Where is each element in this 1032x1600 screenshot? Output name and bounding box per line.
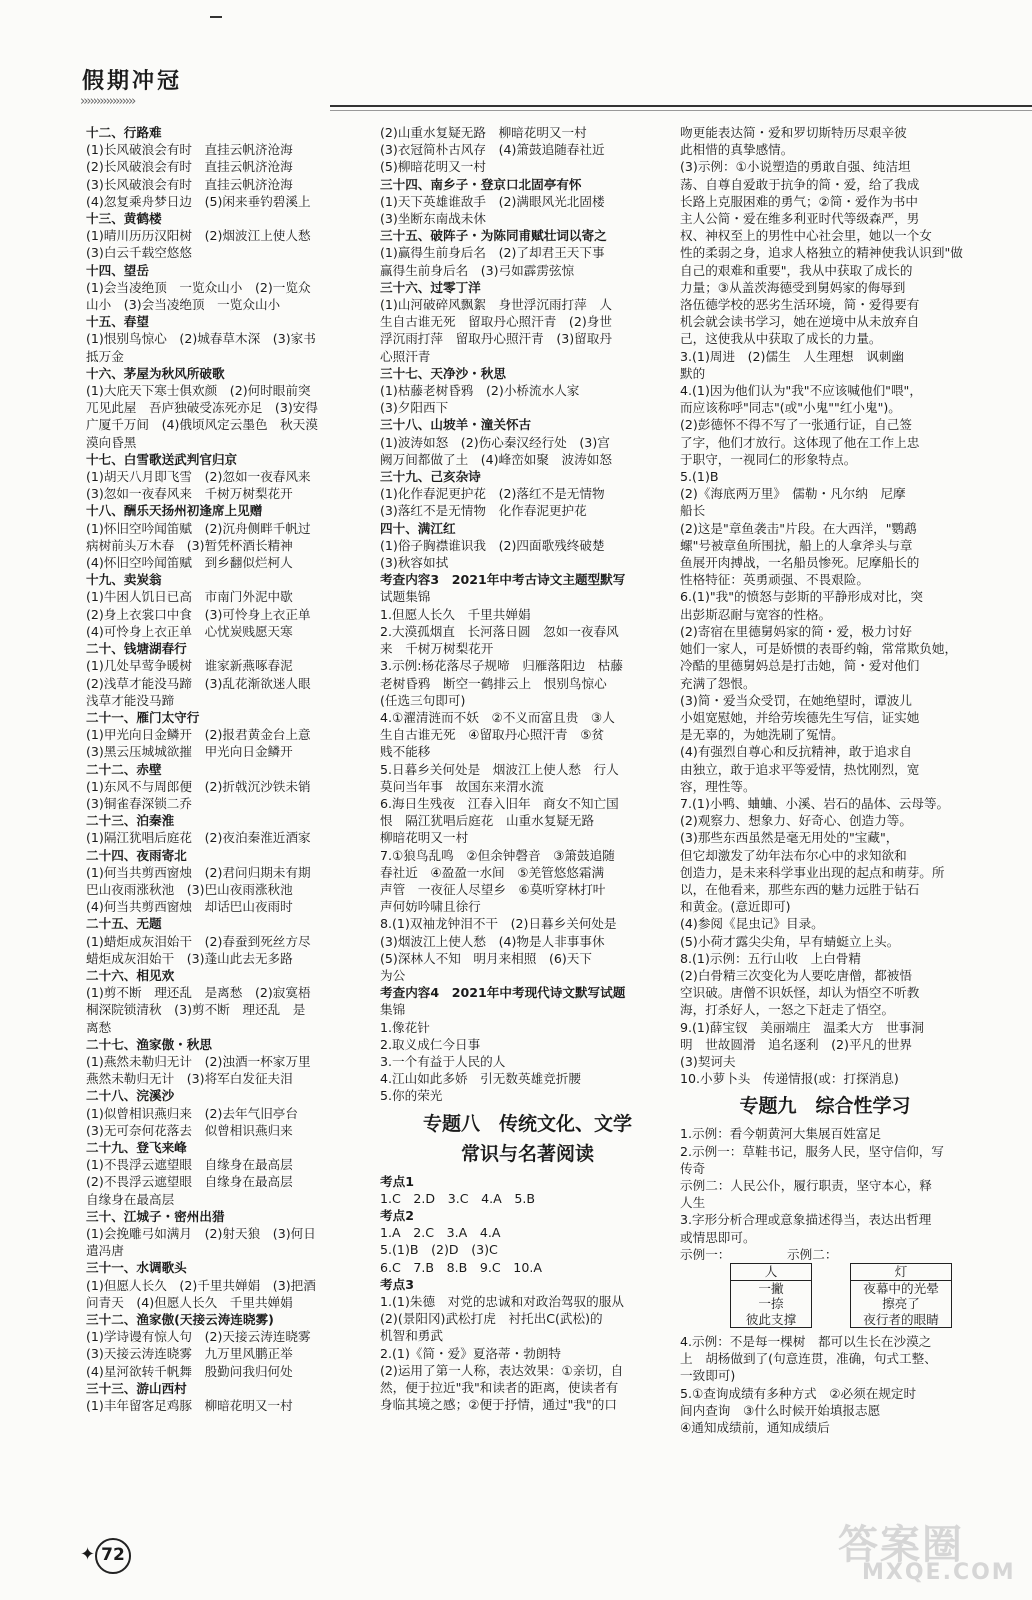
answer-line: 二十五、无题	[86, 916, 162, 932]
answer-line: (1)俗子胸襟谁识我 (2)四面歌残终破楚	[380, 537, 605, 553]
answer-line: 十六、茅屋为秋风所破歌	[86, 365, 225, 381]
example-box-1-line: 一捺	[758, 1296, 784, 1311]
column3-lines-part2	[680, 1125, 970, 1263]
answer-line: (1)隔江犹唱后庭花 (2)夜泊秦淮近酒家	[86, 830, 311, 846]
answer-line: 三十三、游山西村	[86, 1380, 187, 1396]
answer-line: (3)简・爱当众受罚，在她绝望时，谭波儿	[680, 692, 912, 708]
answer-line: 10.小萝卜头 传递情报(或：打探消息)	[680, 1071, 899, 1087]
answer-line: (4)怀旧空吟闻笛赋 到乡翻似烂柯人	[86, 555, 293, 571]
answer-line: 三十四、南乡子・登京口北固亭有怀	[380, 176, 582, 192]
answer-line: 考查内容4 2021年中考现代诗文默写试题	[380, 985, 626, 1001]
answer-line: 性格特征：英勇顽强、不畏艰险。	[680, 572, 869, 588]
answer-line: 洛伍德学校的恶劣生活环境，简・爱得要有	[680, 297, 920, 313]
answer-line: (4)参阅《昆虫记》目录。	[680, 916, 824, 932]
answer-line: 山小 (3)会当凌绝顶 一览众山小	[86, 297, 281, 313]
answer-line: 5.你的荣光	[380, 1088, 443, 1104]
answer-line: 恨 隔江犹唱后庭花 山重水复疑无路	[380, 813, 595, 829]
answer-line: 十八、酬乐天扬州初逢席上见赠	[86, 503, 263, 519]
answer-line: 老树昏鸦 断空一鹤排云上 恨别鸟惊心	[380, 675, 607, 691]
answer-line: (1)几处早莺争暖树 谁家新燕啄春泥	[86, 658, 293, 674]
answer-line: (2)白骨精三次变化为人要吃唐僧，都被悟	[680, 967, 912, 983]
answer-line: 容，理性等。	[680, 778, 756, 794]
answer-line: 出彭斯忍耐与宽容的性格。	[680, 606, 832, 622]
example-box-2	[850, 1263, 952, 1328]
answer-line: 十二、行路难	[86, 125, 162, 140]
answer-line: 5.(1)B	[680, 469, 719, 485]
answer-line: (2)观察力、想象力、好奇心、创造力等。	[680, 813, 912, 829]
answer-line: 三十一、水调歌头	[86, 1260, 187, 1276]
answer-line: 2.示例一：草鞋书记，服务人民，坚守信仰，写	[680, 1143, 944, 1159]
answer-line: 春社近 ④盈盈一水间 ⑤羌管悠悠霜满	[380, 864, 605, 880]
answer-line: (4)忽复乘舟梦日边 (5)闲来垂钓碧溪上	[86, 193, 311, 209]
answer-line: (1)枯藤老树昏鸦 (2)小桥流水人家	[380, 383, 580, 399]
answer-line: 遣冯唐	[86, 1243, 124, 1259]
answer-line: 离愁	[86, 1019, 112, 1035]
answer-line: (3)秋容如拭	[380, 555, 449, 571]
answer-line: (1)剪不断 理还乱 是离愁 (2)寂寞梧	[86, 985, 311, 1001]
answer-line: (3)示例：①小说塑造的勇敢自强、纯洁坦	[680, 159, 911, 175]
answer-line: 十七、白雪歌送武判官归京	[86, 451, 238, 467]
answer-line: 默的	[680, 365, 706, 381]
answer-line: (1)恨别鸟惊心 (2)城春草木深 (3)家书	[86, 331, 316, 347]
answer-line: (3)坐断东南战未休	[380, 211, 486, 227]
answer-line: 为公	[380, 967, 406, 983]
answer-line: (1)会当凌绝顶 一览众山小 (2)一览众	[86, 279, 311, 295]
answer-line: 考查内容3 2021年中考古诗文主题型默写	[380, 572, 626, 588]
answer-line: 赢得生前身后名 (3)弓如霹雳弦惊	[380, 262, 575, 278]
answer-line: 是无辜的，为她洗刷了冤情。	[680, 727, 844, 743]
answer-line: 和黄金。(意近即可)	[680, 899, 791, 915]
answer-line: 兀见此屋 吾庐独破受冻死亦足 (3)安得	[86, 400, 318, 416]
answer-line: 生自古谁无死 留取丹心照汗青 (2)身世	[380, 314, 612, 330]
answer-line: 三十五、破阵子・为陈同甫赋壮词以寄之	[380, 228, 607, 244]
answer-line: 空识破。唐僧不识妖怪，却认为悟空不听教	[680, 985, 920, 1001]
answer-line: 十九、卖炭翁	[86, 572, 162, 588]
answer-line: 漠向昏黑	[86, 434, 137, 450]
answer-line: 三十八、山坡羊・潼关怀古	[380, 417, 532, 433]
answer-line: 问青天 (4)但愿人长久 千里共婵娟	[86, 1294, 293, 1310]
answer-line: 生自古谁无死 ④留取丹心照汗青 ⑤贫	[380, 727, 605, 743]
example-box-1	[730, 1263, 812, 1328]
answer-line: ④通知成绩前，通知成绩后	[680, 1420, 830, 1436]
answer-line: 8.(1)示例：五行山收 上白骨精	[680, 950, 861, 966]
answer-line: 十三、黄鹤楼	[86, 211, 162, 227]
answer-line: 或情思即可。	[680, 1229, 756, 1245]
answer-line: 心照汗青	[380, 348, 431, 364]
column1-lines	[86, 124, 416, 1414]
answer-line: 4.江山如此多娇 引无数英雄竞折腰	[380, 1071, 581, 1087]
answer-line: 十五、春望	[86, 314, 149, 330]
answer-line: (1)何当共剪西窗烛 (2)君问归期未有期	[86, 864, 311, 880]
answer-line: (3)契诃夫	[680, 1053, 736, 1069]
answer-line: 螺"号被章鱼所围扰，船上的人拿斧头与章	[680, 537, 913, 553]
answer-line: 以，在他看来，那些东西的魅力远胜于钻石	[680, 881, 920, 897]
answer-line: 考点1	[380, 1173, 414, 1189]
answer-line: 2.(1)《简・爱》夏洛蒂・勃朗特	[380, 1345, 561, 1361]
answer-line: 阙万间都做了土 (4)峰峦如聚 波涛如怒	[380, 451, 612, 467]
answer-column-2	[380, 124, 675, 1413]
answer-line: (3)衣冠简朴古风存 (4)箫鼓追随春社近	[380, 142, 605, 158]
answer-line: (3)白云千载空悠悠	[86, 245, 192, 261]
answer-line: (1)山河破碎风飘絮 身世浮沉雨打萍 人	[380, 297, 612, 313]
answer-line: (3)长风破浪会有时 直挂云帆济沧海	[86, 176, 293, 192]
answer-line: 机会就会读书学习，她在逆境中从未放弃自	[680, 314, 920, 330]
answer-line: 8.(1)双袖龙钟泪不干 (2)日暮乡关何处是	[380, 916, 617, 932]
page-header	[80, 60, 980, 110]
answer-line: 主人公简・爱在维多利亚时代等级森严，男	[680, 211, 920, 227]
answer-line: 1.像花针	[380, 1019, 430, 1035]
answer-line: (3)天接云涛连晓雾 九万里风鹏正举	[86, 1346, 293, 1362]
answer-line: (1)学诗谩有惊人句 (2)天接云涛连晓雾	[86, 1329, 311, 1345]
answer-line: (2)长风破浪会有时 直挂云帆济沧海	[86, 159, 293, 175]
answer-line: 身临其境之感；②便于抒情，通过"我"的口	[380, 1397, 617, 1413]
answer-line: 3.一个有益于人民的人	[380, 1053, 506, 1069]
answer-line: 创造力，是未来科学事业出现的起点和萌芽。所	[680, 864, 945, 880]
answer-line: 试题集锦	[380, 589, 431, 605]
answer-line: 了字，他们才放行。这体现了他在工作上忠	[680, 434, 920, 450]
answer-line: 蜡炬成灰泪始干 (3)蓬山此去无多路	[86, 950, 293, 966]
answer-line: (1)胡天八月即飞雪 (2)忽如一夜春风来	[86, 469, 311, 485]
answer-line: (1)丰年留客足鸡豚 柳暗花明又一村	[86, 1398, 293, 1414]
example-box-2-line: 夜行者的眼睛	[863, 1311, 939, 1327]
answer-line: 三十七、天净沙・秋思	[380, 365, 506, 381]
answer-line: 权、神权至上的男性中心社会里，她以一个女	[680, 228, 932, 244]
answer-line: (5)深林人不知 明月来相照 (6)天下	[380, 950, 592, 966]
answer-line: 示例一： 示例二：	[680, 1246, 838, 1262]
answer-line: 燕然未勒归无计 (3)将军白发征夫泪	[86, 1071, 293, 1087]
example-box-2-head: 灯	[851, 1264, 951, 1281]
answer-line: (1)化作春泥更护花 (2)落红不是无情物	[380, 486, 605, 502]
answer-line: (1)波涛如怒 (2)伤心秦汉经行处 (3)宫	[380, 434, 610, 450]
example-box-2-line: 夜幕中的光晕	[863, 1280, 939, 1296]
answer-line: 鱼展开肉搏战，一名船员惨死。尼摩船长的	[680, 555, 920, 571]
answer-line: 1.A 2.C 3.A 4.A	[380, 1225, 501, 1241]
answer-line: 二十七、渔家傲・秋思	[86, 1036, 212, 1052]
answer-line: 二十六、相见欢	[86, 967, 175, 983]
answer-line: (2)不畏浮云遮望眼 自缘身在最高层	[86, 1174, 293, 1190]
answer-line: 此相惜的真挚感情。	[680, 142, 794, 158]
answer-line: 抵万金	[86, 348, 124, 364]
answer-line: 1.(1)朱德 对党的忠诚和对政治驾驭的服从	[380, 1294, 624, 1309]
answer-line: 考点2	[380, 1207, 414, 1223]
answer-line: (2)(景阳冈)武松打虎 衬托出C(武松)的	[380, 1311, 603, 1327]
answer-line: 三十二、渔家傲(天接云涛连晓雾)	[86, 1312, 274, 1328]
answer-line: 示例二：人民公仆，履行职责，坚守本心，释	[680, 1177, 932, 1193]
answer-line: (1)怀旧空吟闻笛赋 (2)沉舟侧畔千帆过	[86, 520, 311, 536]
answer-line: 6.(1)"我"的愤怒与彭斯的平静形成对比，突	[680, 589, 923, 605]
answer-line: 1.C 2.D 3.C 4.A 5.B	[380, 1190, 535, 1206]
answer-line: 十四、望岳	[86, 262, 149, 278]
answer-line: (1)会挽雕弓如满月 (2)射天狼 (3)何日	[86, 1226, 316, 1241]
answer-line: 声何妨吟啸且徐行	[380, 899, 481, 915]
answer-line: 6.C 7.B 8.B 9.C 10.A	[380, 1259, 542, 1275]
answer-line: 由独立，敢于追求平等爱情，热忱刚烈，宽	[680, 761, 920, 777]
answer-line: (1)长风破浪会有时 直挂云帆济沧海	[86, 142, 293, 158]
answer-line: 二十一、雁门太守行	[86, 709, 200, 725]
answer-line: (1)赢得生前身后名 (2)了却君王天下事	[380, 245, 605, 261]
answer-line: (3)忽如一夜春风来 千树万树梨花开	[86, 486, 293, 502]
column2-lines-part1	[380, 124, 675, 1105]
answer-line: 三十九、己亥杂诗	[380, 469, 481, 485]
answer-line: (3)那些东西虽然是毫无用处的"宝藏"，	[680, 830, 899, 846]
watermark-logo: 答案圈	[838, 1522, 964, 1568]
page-number: 72	[95, 1538, 131, 1574]
answer-line: 集锦	[380, 1002, 406, 1018]
answer-line: (1)甲光向日金鳞开 (2)报君黄金台上意	[86, 727, 311, 743]
answer-line: (1)燕然未勒归无计 (2)浊酒一杯家万里	[86, 1053, 311, 1069]
answer-line: (4)有强烈自尊心和反抗精神，敢于追求自	[680, 744, 912, 760]
column3-lines-part1	[680, 124, 970, 1087]
answer-line: 她们一家人，可是娇惯的表哥约翰，常常欺负她，	[680, 641, 958, 657]
answer-line: (4)可怜身上衣正单 心忧炭贱愿天寒	[86, 623, 293, 639]
answer-line: 人生	[680, 1195, 706, 1211]
answer-line: 4.(1)因为他们认为"我"不应该喊他们"喂"，	[680, 383, 922, 399]
answer-line: 机智和勇武	[380, 1328, 443, 1344]
answer-line: 传奇	[680, 1160, 706, 1176]
answer-line: 二十九、登飞来峰	[86, 1139, 187, 1155]
chevron-decoration: ›››››››››››››››››	[80, 94, 135, 109]
answer-line: 4.示例：不是每一棵树 都可以生长在沙漠之	[680, 1334, 932, 1349]
column3-lines-part3	[680, 1333, 970, 1436]
answer-line: (4)星河欲转千帆舞 殷勤问我归何处	[86, 1363, 293, 1379]
answer-line: 浮沉雨打萍 留取丹心照汗青 (3)留取丹	[380, 331, 612, 347]
header-rule-thin	[330, 110, 1032, 111]
answer-line: (3)夕阳西下	[380, 400, 449, 416]
answer-line: 7.(1)小鸭、蛐蛐、小溪、岩石的晶体、云母等。	[680, 795, 950, 811]
answer-line: 莫问当年事 故国东来渭水流	[380, 778, 544, 794]
answer-line: 充满了怨恨。	[680, 675, 756, 691]
example-box-1-line: 彼此支撑	[745, 1311, 797, 1327]
answer-line: 6.海日生残夜 江春入旧年 商女不知亡国	[380, 795, 619, 811]
answer-line: (1)东风不与周郎便 (2)折戟沉沙铁未销	[86, 778, 311, 794]
answer-line: 而应该称呼"同志"(或"小鬼""红小鬼")。	[680, 400, 901, 416]
answer-line: (1)蜡炬成灰泪始干 (2)春蚕到死丝方尽	[86, 933, 311, 949]
answer-line: 贱不能移	[380, 744, 431, 760]
answer-line: 然，便于拉近"我"和读者的距离，使读者有	[380, 1380, 619, 1396]
answer-column-1	[86, 124, 416, 1414]
answer-line: 5.①查询成绩有多种方式 ②必须在规定时	[680, 1385, 917, 1401]
answer-line: 一致即可)	[680, 1368, 736, 1384]
answer-line: 小姐宽慰她，并给劳埃德先生写信，证实她	[680, 709, 920, 725]
answer-line: 间内查询 ③什么时候开始填报志愿	[680, 1402, 881, 1418]
watermark-url: MXQE.COM	[862, 1560, 1016, 1585]
answer-line: 广厦千万间 (4)俄顷风定云墨色 秋天漠	[86, 417, 318, 433]
answer-line: 1.但愿人长久 千里共婵娟	[380, 606, 531, 622]
brand-title: 假期冲冠	[82, 69, 183, 94]
answer-line: 5.日暮乡关何处是 烟波江上使人愁 行人	[380, 761, 619, 777]
answer-line: 但它却激发了幼年法布尔心中的求知欲和	[680, 847, 907, 863]
answer-line: (1)不畏浮云遮望眼 自缘身在最高层	[86, 1157, 293, 1173]
answer-line: 柳暗花明又一村	[380, 830, 469, 846]
answer-line: 己，这使我从中获取了成长的力量。	[680, 331, 882, 347]
answer-line: (3)落红不是无情物 化作春泥更护花	[380, 503, 587, 519]
answer-line: 力量；③从盖茨海德受到舅妈家的侮辱到	[680, 279, 906, 295]
answer-line: (2)身上衣裳口中食 (3)可怜身上衣正单	[86, 606, 311, 622]
answer-line: 4.①濯清涟而不妖 ②不义而富且贵 ③人	[380, 709, 615, 725]
example-boxes	[680, 1263, 970, 1333]
top-mark	[210, 16, 222, 18]
answer-line: 来 千树万树梨花开	[380, 641, 494, 657]
answer-line: 2.取义成仁今日事	[380, 1036, 481, 1052]
answer-line: 长路上克服困难的勇气；②简・爱作为书中	[680, 193, 918, 209]
answer-line: (3)黑云压城城欲摧 甲光向日金鳞开	[86, 744, 293, 760]
answer-line: 浅草才能没马蹄	[86, 692, 175, 708]
answer-line: (1)晴川历历汉阳树 (2)烟波江上使人愁	[86, 228, 311, 244]
answer-line: (5)柳暗花明又一村	[380, 159, 486, 175]
answer-line: 自缘身在最高层	[86, 1191, 175, 1207]
answer-line: (2)彭德怀不得不写了一张通行证，自己签	[680, 417, 912, 433]
answer-line: 3.示例:杨花落尽子规啼 归雁落阳边 枯藤	[380, 658, 623, 674]
answer-line: (1)但愿人长久 (2)千里共婵娟 (3)把酒	[86, 1277, 316, 1293]
answer-line: 声管 一夜征人尽望乡 ⑥莫听穿林打叶	[380, 881, 606, 897]
column2-lines-part2	[380, 1173, 675, 1414]
answer-line: 二十八、浣溪沙	[86, 1088, 175, 1104]
answer-line: (3)铜雀春深锁二乔	[86, 795, 192, 811]
answer-line: (2)运用了第一人称，表达效果：①亲切，自	[380, 1362, 624, 1378]
answer-line: 巴山夜雨涨秋池 (3)巴山夜雨涨秋池	[86, 881, 293, 897]
answer-line: 2.大漠孤烟直 长河落日圆 忽如一夜春风	[380, 623, 619, 639]
answer-line: 桐深院锁清秋 (3)剪不断 理还乱 是	[86, 1002, 306, 1018]
answer-line: 二十二、赤壁	[86, 761, 162, 777]
answer-line: (4)何当共剪西窗烛 却话巴山夜雨时	[86, 899, 293, 915]
example-box-2-line: 擦亮了	[882, 1296, 920, 1311]
answer-line: (任选三句即可)	[380, 692, 466, 708]
answer-line: (3)无可奈何花落去 似曾相识燕归来	[86, 1122, 293, 1138]
answer-line: 自己的艰难和重要"，我从中获取了成长的	[680, 262, 913, 278]
answer-line: 二十三、泊秦淮	[86, 813, 175, 829]
answer-line: (5)小荷才露尖尖角，早有蜻蜓立上头。	[680, 933, 900, 949]
answer-line: (2)山重水复疑无路 柳暗花明又一村	[380, 125, 587, 140]
answer-line: (2)《海底两万里》 儒勒・凡尔纳 尼摩	[680, 486, 906, 502]
answer-line: 四十、满江红	[380, 520, 456, 536]
answer-line: 上 胡杨做到了(句意连贯，准确，句式工整、	[680, 1351, 937, 1367]
topic8-title-line1: 专题八 传统文化、文学	[422, 1112, 632, 1135]
answer-line: 海，打杀好人，一怒之下赶走了悟空。	[680, 1002, 895, 1018]
answer-line: 三十、江城子・密州出猎	[86, 1208, 225, 1224]
answer-line: 7.①狼鸟乱鸣 ②但余钟磬音 ③箫鼓追随	[380, 847, 615, 863]
answer-line: 三十六、过零丁洋	[380, 279, 481, 295]
answer-line: 明 世故圆滑 追名逐利 (2)平凡的世界	[680, 1036, 912, 1052]
answer-line: (2)寄宿在里德舅妈家的简・爱，极力讨好	[680, 623, 912, 639]
answer-line: 船长	[680, 503, 706, 519]
answer-line: 考点3	[380, 1276, 414, 1292]
answer-line: 1.示例：看今朝黄河大集展百姓富足	[680, 1126, 881, 1142]
answer-line: (1)大庇天下寒士俱欢颜 (2)何时眼前突	[86, 383, 311, 399]
answer-column-3	[680, 124, 970, 1436]
answer-line: (2)浅草才能没马蹄 (3)乱花渐欲迷人眼	[86, 675, 311, 691]
answer-line: 病树前头万木春 (3)暂凭杯酒长精神	[86, 537, 293, 553]
answer-line: 性的柔弱之身，追求人格独立的精神使我认识到"做	[680, 245, 963, 261]
answer-line: (1)牛困人饥日已高 市南门外泥中歇	[86, 589, 293, 605]
header-rule	[330, 105, 1032, 107]
answer-line: (2)这是"章鱼袭击"片段。在大西洋，"鹦鹉	[680, 520, 917, 536]
answer-line: 于职守，一视同仁的形象特点。	[680, 451, 857, 467]
answer-line: 二十、钱塘湖春行	[86, 641, 187, 657]
example-box-1-head: 人	[731, 1264, 811, 1281]
answer-line: 吻更能表达简・爱和罗切斯特历尽艰辛彼	[680, 125, 907, 140]
topic9-title: 专题九 综合性学习	[739, 1095, 911, 1118]
answer-line: (1)似曾相识燕归来 (2)去年气旧亭台	[86, 1105, 298, 1121]
answer-line: 3.字形分析合理或意象描述得当，表达出哲理	[680, 1212, 932, 1228]
topic8-title-line2: 常识与名著阅读	[460, 1142, 594, 1165]
answer-line: 9.(1)薛宝钗 美丽端庄 温柔大方 世事洞	[680, 1019, 924, 1035]
topic8-title	[380, 1109, 675, 1169]
answer-line: 二十四、夜雨寄北	[86, 847, 187, 863]
answer-line: 荡、自尊自爱敢于抗争的简・爱，给了我成	[680, 176, 920, 192]
answer-line: 3.(1)周进 (2)儒生 人生理想 讽刺幽	[680, 348, 905, 364]
answer-line: 5.(1)B (2)D (3)C	[380, 1242, 498, 1258]
runner-icon: ✦	[80, 1544, 96, 1565]
answer-line: (1)天下英雄谁敌手 (2)满眼风光北固楼	[380, 193, 605, 209]
answer-line: 冷酷的里德舅妈总是打击她，简・爱对他们	[680, 658, 920, 674]
example-box-1-line: 一撇	[758, 1280, 784, 1296]
answer-line: (3)烟波江上使人愁 (4)物是人非事事休	[380, 933, 605, 949]
